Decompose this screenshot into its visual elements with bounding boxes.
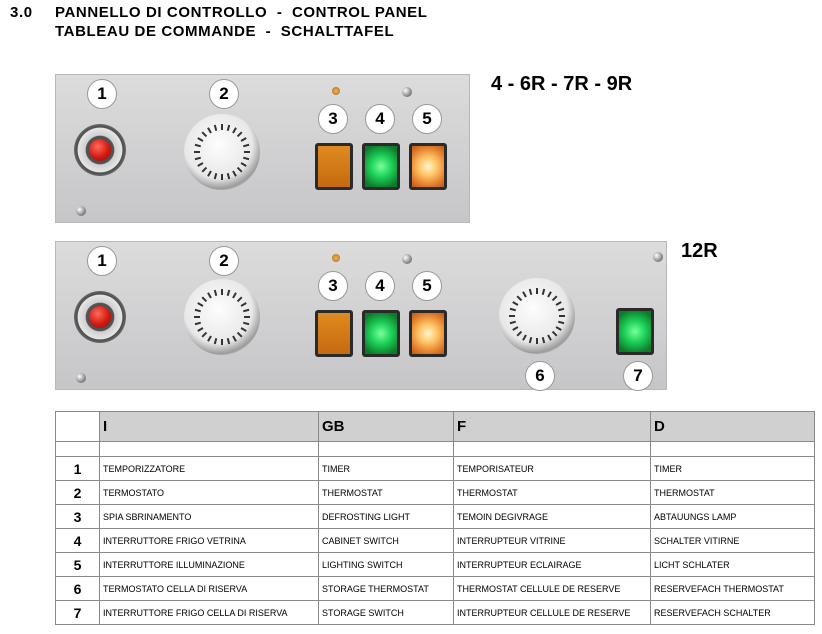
dial-tick [232,127,237,133]
row-number: 7 [56,601,100,625]
timer-red-button [89,139,111,161]
dial-tick [512,326,518,331]
dial-tick [237,131,243,137]
screw [76,206,86,216]
column-header-french: F [454,412,651,442]
dial-tick [243,157,249,160]
dial-tick [536,338,538,344]
dial-tick [232,336,237,342]
dial-tick [552,295,558,301]
dial-tick [214,290,217,296]
indicator-led [332,87,340,95]
dial-tick [529,289,532,295]
table-row [56,529,815,553]
dial-tick [207,336,212,342]
row-number: 3 [56,505,100,529]
dial-tick [221,124,223,130]
dial-tick [529,337,532,343]
dial-tick [237,167,243,173]
callout-badge: 3 [318,271,348,301]
dial-tick [244,151,250,153]
cell-french: INTERRUPTEUR CELLULE DE RESERVE [454,601,651,625]
dial-tick [522,335,527,341]
cell-italian: SPIA SBRINAMENTO [100,505,319,529]
dial-tick [221,174,223,180]
cell-german: LICHT SCHLATER [651,553,815,577]
legend-table [55,411,815,625]
dial-tick [243,309,249,312]
dial-tick [194,151,200,153]
cell-french: INTERRUPTEUR VITRINE [454,529,651,553]
callout-badge: 2 [209,246,239,276]
column-header-english: GB [319,412,454,442]
section-number: 3.0 [10,4,33,21]
thermostat-dial [184,279,260,355]
screw [653,252,663,262]
dial-tick [232,171,237,177]
table-row [56,553,815,577]
dial-tick [244,316,250,318]
callout-badge: 3 [318,104,348,134]
column-header-german: D [651,412,815,442]
dial-tick [509,315,515,317]
dial-tick [207,292,212,298]
screw [76,373,86,383]
dial-tick [201,131,207,137]
timer-red-button [89,306,111,328]
cell-english: DEFROSTING LIGHT [319,505,454,529]
callout-badge: 5 [412,271,442,301]
dial-tick [243,144,249,147]
callout-badge: 2 [209,79,239,109]
dial-tick [201,332,207,338]
cell-italian: TEMPORIZZATORE [100,457,319,481]
control-panel-photo-top [55,74,470,223]
cabinet-switch [362,310,400,357]
table-row [56,577,815,601]
row-number: 6 [56,577,100,601]
dial-tick [232,292,237,298]
dial-tick [558,321,564,324]
dial-tick [542,289,545,295]
cell-french: TEMPORISATEUR [454,457,651,481]
table-row [56,457,815,481]
dial-tick [556,326,562,331]
column-header-italian: I [100,412,319,442]
timer-knob [74,124,126,176]
cell-german: SCHALTER VITIRNE [651,529,815,553]
cell-german: RESERVEFACH SCHALTER [651,601,815,625]
cell-english: CABINET SWITCH [319,529,454,553]
dial-tick [221,339,223,345]
dial-tick [197,162,203,167]
timer-knob [74,291,126,343]
row-number: 5 [56,553,100,577]
dial-tick [559,315,565,317]
cell-german: RESERVEFACH THERMOSTAT [651,577,815,601]
dial-tick [227,173,230,179]
dial-tick [241,327,247,332]
cabinet-switch [362,143,400,190]
dial-tick [243,322,249,325]
cell-french: THERMOSTAT CELLULE DE RESERVE [454,577,651,601]
dial-tick [556,301,562,306]
table-row [56,505,815,529]
dial-tick [214,125,217,131]
dial-tick [201,167,207,173]
model-label-top: 4 - 6R - 7R - 9R [491,73,633,95]
dial-tick [547,291,552,297]
row-number: 1 [56,457,100,481]
lighting-switch [409,143,447,190]
dial-tick [227,338,230,344]
cell-italian: INTERRUTTORE FRIGO VETRINA [100,529,319,553]
storage-thermostat-dial [499,278,575,354]
dial-tick [516,331,522,337]
dial-tick [241,162,247,167]
dial-tick [510,308,516,311]
cell-french: INTERRUPTEUR ECLAIRAGE [454,553,651,577]
dial-tick [221,289,223,295]
dial-tick [547,335,552,341]
control-panel-photo-bottom [55,241,667,390]
callout-badge: 6 [525,361,555,391]
cell-german: ABTAUUNGS LAMP [651,505,815,529]
dial-tick [237,296,243,302]
callout-badge: 1 [87,79,117,109]
dial-tick [241,137,247,142]
dial-tick [214,338,217,344]
callout-badge: 4 [365,104,395,134]
table-header-row [56,412,815,442]
screw [402,254,412,264]
title-line-2: TABLEAU DE COMMANDE - SCHALTTAFEL [55,23,395,40]
row-number: 2 [56,481,100,505]
dial-tick [552,331,558,337]
dial-tick [197,302,203,307]
cell-french: THERMOSTAT [454,481,651,505]
cell-english: STORAGE THERMOSTAT [319,577,454,601]
callout-badge: 4 [365,271,395,301]
dial-tick [227,125,230,131]
cell-french: TEMOIN DEGIVRAGE [454,505,651,529]
table-spacer-row [56,442,815,457]
defrosting-light [315,143,353,190]
table-corner-cell [56,412,100,442]
dial-tick [214,173,217,179]
table-row [56,481,815,505]
dial-tick [542,337,545,343]
cell-english: LIGHTING SWITCH [319,553,454,577]
dial-tick [195,309,201,312]
callout-badge: 5 [412,104,442,134]
dial-tick [241,302,247,307]
dial-tick [195,144,201,147]
storage-switch [616,308,654,355]
cell-german: TIMER [651,457,815,481]
dial-tick [195,322,201,325]
dial-tick [207,171,212,177]
dial-tick [522,291,527,297]
dial-tick [512,301,518,306]
table-row [56,601,815,625]
dial-tick [197,327,203,332]
cell-german: THERMOSTAT [651,481,815,505]
dial-tick [536,288,538,294]
dial-tick [195,157,201,160]
screw [402,87,412,97]
dial-tick [516,295,522,301]
defrosting-light [315,310,353,357]
cell-english: THERMOSTAT [319,481,454,505]
thermostat-dial [184,114,260,190]
dial-tick [237,332,243,338]
cell-english: TIMER [319,457,454,481]
cell-italian: INTERRUTTORE ILLUMINAZIONE [100,553,319,577]
callout-badge: 1 [87,246,117,276]
indicator-led [332,254,340,262]
lighting-switch [409,310,447,357]
cell-italian: TERMOSTATO CELLA DI RISERVA [100,577,319,601]
dial-tick [558,308,564,311]
dial-tick [510,321,516,324]
row-number: 4 [56,529,100,553]
model-label-bottom: 12R [681,240,718,262]
dial-tick [207,127,212,133]
cell-english: STORAGE SWITCH [319,601,454,625]
dial-tick [194,316,200,318]
dial-tick [197,137,203,142]
dial-tick [201,296,207,302]
cell-italian: INTERRUTTORE FRIGO CELLA DI RISERVA [100,601,319,625]
title-line-1: PANNELLO DI CONTROLLO - CONTROL PANEL [55,4,428,21]
cell-italian: TERMOSTATO [100,481,319,505]
callout-badge: 7 [623,361,653,391]
dial-tick [227,290,230,296]
